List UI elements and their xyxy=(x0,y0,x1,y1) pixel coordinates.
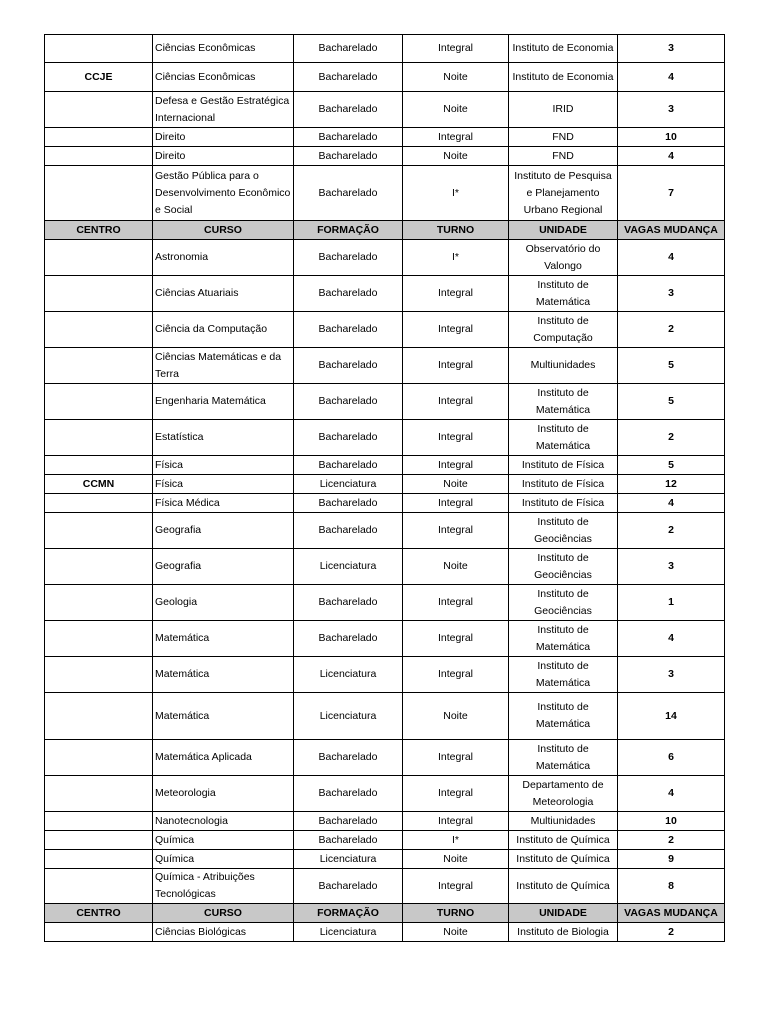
cell-turno: Integral xyxy=(403,494,509,513)
header-unidade: UNIDADE xyxy=(509,904,618,923)
cell-centro xyxy=(45,420,153,456)
cell-formacao: Bacharelado xyxy=(294,456,403,475)
cell-centro xyxy=(45,740,153,776)
table-row xyxy=(45,35,725,63)
cell-unidade: Instituto de Biologia xyxy=(509,923,618,942)
cell-unidade: Instituto de Geociências xyxy=(509,585,618,621)
cell-formacao: Bacharelado xyxy=(294,276,403,312)
header-formacao: FORMAÇÃO xyxy=(294,221,403,240)
cell-unidade: Multiunidades xyxy=(509,812,618,831)
table-row xyxy=(45,420,725,456)
cell-centro xyxy=(45,831,153,850)
cell-centro xyxy=(45,348,153,384)
cell-curso: Química xyxy=(153,831,294,850)
cell-vagas: 7 xyxy=(618,166,725,221)
table-row xyxy=(45,776,725,812)
cell-centro xyxy=(45,494,153,513)
cell-vagas: 4 xyxy=(618,494,725,513)
cell-unidade: Instituto de Economia xyxy=(509,63,618,92)
table-row xyxy=(45,240,725,276)
cell-formacao: Licenciatura xyxy=(294,850,403,869)
cell-formacao: Bacharelado xyxy=(294,240,403,276)
cell-turno: Noite xyxy=(403,850,509,869)
cell-curso: Direito xyxy=(153,128,294,147)
cell-centro xyxy=(45,693,153,740)
cell-unidade: Instituto de Matemática xyxy=(509,657,618,693)
cell-formacao: Bacharelado xyxy=(294,312,403,348)
cell-turno: Noite xyxy=(403,63,509,92)
cell-unidade: Instituto de Matemática xyxy=(509,621,618,657)
cell-turno: Integral xyxy=(403,420,509,456)
cell-turno: Integral xyxy=(403,513,509,549)
cell-turno: I* xyxy=(403,166,509,221)
cell-unidade: FND xyxy=(509,128,618,147)
table-row xyxy=(45,621,725,657)
cell-unidade: Instituto de Economia xyxy=(509,35,618,63)
cell-centro xyxy=(45,240,153,276)
cell-unidade: Instituto de Matemática xyxy=(509,384,618,420)
cell-formacao: Licenciatura xyxy=(294,475,403,494)
cell-vagas: 5 xyxy=(618,456,725,475)
cell-formacao: Bacharelado xyxy=(294,384,403,420)
table-row xyxy=(45,740,725,776)
cell-vagas: 4 xyxy=(618,147,725,166)
cell-unidade: Instituto de Geociências xyxy=(509,549,618,585)
cell-curso: Direito xyxy=(153,147,294,166)
cell-vagas: 2 xyxy=(618,420,725,456)
cell-turno: Integral xyxy=(403,812,509,831)
cell-formacao: Licenciatura xyxy=(294,549,403,585)
cell-formacao: Bacharelado xyxy=(294,147,403,166)
cell-formacao: Licenciatura xyxy=(294,693,403,740)
cell-formacao: Licenciatura xyxy=(294,923,403,942)
cell-turno: Integral xyxy=(403,869,509,904)
cell-unidade: FND xyxy=(509,147,618,166)
cell-turno: Integral xyxy=(403,312,509,348)
cell-formacao: Bacharelado xyxy=(294,92,403,128)
cell-vagas: 4 xyxy=(618,63,725,92)
cell-turno: Noite xyxy=(403,147,509,166)
header-unidade: UNIDADE xyxy=(509,221,618,240)
cell-centro: CCJE xyxy=(45,63,153,92)
cell-vagas: 4 xyxy=(618,240,725,276)
cell-turno: Integral xyxy=(403,740,509,776)
header-centro: CENTRO xyxy=(45,221,153,240)
cell-vagas: 4 xyxy=(618,776,725,812)
cell-centro xyxy=(45,812,153,831)
cell-curso: Química - Atribuições Tecnológicas xyxy=(153,869,294,904)
cell-formacao: Licenciatura xyxy=(294,657,403,693)
cell-unidade: Instituto de Pesquisa e Planejamento Urbano Regional xyxy=(509,166,618,221)
cell-centro xyxy=(45,456,153,475)
cell-formacao: Bacharelado xyxy=(294,621,403,657)
cell-curso: Química xyxy=(153,850,294,869)
cell-curso: Física xyxy=(153,475,294,494)
cell-curso: Geografia xyxy=(153,549,294,585)
table-row xyxy=(45,92,725,128)
cell-unidade: Instituto de Química xyxy=(509,831,618,850)
cell-curso: Ciências Matemáticas e da Terra xyxy=(153,348,294,384)
table-row xyxy=(45,147,725,166)
cell-turno: Integral xyxy=(403,456,509,475)
table-row xyxy=(45,384,725,420)
table-header-row xyxy=(45,221,725,240)
cell-vagas: 3 xyxy=(618,657,725,693)
cell-turno: I* xyxy=(403,831,509,850)
cell-vagas: 5 xyxy=(618,348,725,384)
cell-centro xyxy=(45,621,153,657)
cell-unidade: Observatório do Valongo xyxy=(509,240,618,276)
table-row xyxy=(45,549,725,585)
table-row xyxy=(45,494,725,513)
cell-curso: Física Médica xyxy=(153,494,294,513)
cell-curso: Geologia xyxy=(153,585,294,621)
table-row xyxy=(45,869,725,904)
cell-unidade: Instituto de Matemática xyxy=(509,740,618,776)
cell-unidade: Instituto de Matemática xyxy=(509,276,618,312)
header-turno: TURNO xyxy=(403,221,509,240)
table-row xyxy=(45,850,725,869)
cell-curso: Geografia xyxy=(153,513,294,549)
cell-turno: Integral xyxy=(403,657,509,693)
cell-centro xyxy=(45,923,153,942)
cell-centro xyxy=(45,657,153,693)
cell-formacao: Bacharelado xyxy=(294,740,403,776)
table-row xyxy=(45,693,725,740)
cell-formacao: Bacharelado xyxy=(294,63,403,92)
cell-vagas: 2 xyxy=(618,312,725,348)
table-row xyxy=(45,923,725,942)
table-row xyxy=(45,812,725,831)
cell-centro xyxy=(45,384,153,420)
cell-unidade: Instituto de Física xyxy=(509,494,618,513)
cell-unidade: Instituto de Matemática xyxy=(509,693,618,740)
cell-formacao: Bacharelado xyxy=(294,348,403,384)
cell-turno: Noite xyxy=(403,549,509,585)
cell-formacao: Bacharelado xyxy=(294,128,403,147)
header-vagas: VAGAS MUDANÇA xyxy=(618,221,725,240)
cell-vagas: 4 xyxy=(618,621,725,657)
cell-formacao: Bacharelado xyxy=(294,166,403,221)
cell-vagas: 3 xyxy=(618,92,725,128)
cell-vagas: 8 xyxy=(618,869,725,904)
cell-unidade: IRID xyxy=(509,92,618,128)
cell-centro xyxy=(45,92,153,128)
cell-turno: Integral xyxy=(403,384,509,420)
cell-vagas: 2 xyxy=(618,831,725,850)
cell-formacao: Bacharelado xyxy=(294,831,403,850)
header-curso: CURSO xyxy=(153,904,294,923)
cell-curso: Ciências Econômicas xyxy=(153,63,294,92)
cell-formacao: Bacharelado xyxy=(294,420,403,456)
cell-curso: Matemática xyxy=(153,621,294,657)
cell-turno: Integral xyxy=(403,621,509,657)
cell-formacao: Bacharelado xyxy=(294,35,403,63)
table-row xyxy=(45,475,725,494)
cell-vagas: 9 xyxy=(618,850,725,869)
cell-unidade: Instituto de Química xyxy=(509,869,618,904)
table-header-row xyxy=(45,904,725,923)
cell-centro xyxy=(45,585,153,621)
cell-curso: Defesa e Gestão Estratégica Internacional xyxy=(153,92,294,128)
cell-turno: Noite xyxy=(403,92,509,128)
cell-unidade: Instituto de Química xyxy=(509,850,618,869)
cell-centro xyxy=(45,35,153,63)
table-row xyxy=(45,128,725,147)
cell-vagas: 14 xyxy=(618,693,725,740)
cell-formacao: Bacharelado xyxy=(294,869,403,904)
cell-centro xyxy=(45,128,153,147)
cell-curso: Ciências Atuariais xyxy=(153,276,294,312)
cell-curso: Matemática xyxy=(153,657,294,693)
cell-unidade: Multiunidades xyxy=(509,348,618,384)
table-row xyxy=(45,276,725,312)
cell-centro xyxy=(45,276,153,312)
vagas-table xyxy=(44,34,725,942)
cell-turno: Noite xyxy=(403,475,509,494)
cell-vagas: 10 xyxy=(618,128,725,147)
cell-formacao: Bacharelado xyxy=(294,776,403,812)
cell-vagas: 1 xyxy=(618,585,725,621)
cell-curso: Nanotecnologia xyxy=(153,812,294,831)
table-row xyxy=(45,456,725,475)
cell-turno: Integral xyxy=(403,276,509,312)
cell-centro xyxy=(45,850,153,869)
header-turno: TURNO xyxy=(403,904,509,923)
cell-turno: Integral xyxy=(403,35,509,63)
table-row xyxy=(45,348,725,384)
cell-unidade: Departamento de Meteorologia xyxy=(509,776,618,812)
table-row xyxy=(45,166,725,221)
cell-centro xyxy=(45,312,153,348)
cell-vagas: 12 xyxy=(618,475,725,494)
cell-curso: Matemática xyxy=(153,693,294,740)
cell-centro xyxy=(45,513,153,549)
cell-turno: Integral xyxy=(403,128,509,147)
cell-vagas: 3 xyxy=(618,549,725,585)
cell-curso: Física xyxy=(153,456,294,475)
cell-turno: Integral xyxy=(403,585,509,621)
cell-vagas: 10 xyxy=(618,812,725,831)
cell-turno: Noite xyxy=(403,923,509,942)
cell-centro xyxy=(45,549,153,585)
table-row xyxy=(45,585,725,621)
table-row xyxy=(45,831,725,850)
header-vagas: VAGAS MUDANÇA xyxy=(618,904,725,923)
header-formacao: FORMAÇÃO xyxy=(294,904,403,923)
cell-unidade: Instituto de Geociências xyxy=(509,513,618,549)
cell-vagas: 5 xyxy=(618,384,725,420)
vagas-table-body xyxy=(45,35,725,942)
cell-vagas: 6 xyxy=(618,740,725,776)
cell-curso: Meteorologia xyxy=(153,776,294,812)
cell-vagas: 2 xyxy=(618,513,725,549)
cell-centro: CCMN xyxy=(45,475,153,494)
cell-curso: Ciência da Computação xyxy=(153,312,294,348)
cell-unidade: Instituto de Física xyxy=(509,456,618,475)
header-centro: CENTRO xyxy=(45,904,153,923)
cell-centro xyxy=(45,869,153,904)
cell-formacao: Bacharelado xyxy=(294,494,403,513)
cell-centro xyxy=(45,147,153,166)
cell-turno: Integral xyxy=(403,776,509,812)
cell-curso: Ciências Biológicas xyxy=(153,923,294,942)
cell-curso: Astronomia xyxy=(153,240,294,276)
cell-formacao: Bacharelado xyxy=(294,812,403,831)
table-row xyxy=(45,63,725,92)
cell-centro xyxy=(45,776,153,812)
cell-curso: Ciências Econômicas xyxy=(153,35,294,63)
cell-formacao: Bacharelado xyxy=(294,585,403,621)
table-row xyxy=(45,513,725,549)
cell-curso: Matemática Aplicada xyxy=(153,740,294,776)
cell-curso: Gestão Pública para o Desenvolvimento Econômico e Social xyxy=(153,166,294,221)
table-row xyxy=(45,657,725,693)
cell-curso: Engenharia Matemática xyxy=(153,384,294,420)
cell-unidade: Instituto de Matemática xyxy=(509,420,618,456)
cell-centro xyxy=(45,166,153,221)
table-row xyxy=(45,312,725,348)
cell-turno: Noite xyxy=(403,693,509,740)
header-curso: CURSO xyxy=(153,221,294,240)
cell-vagas: 2 xyxy=(618,923,725,942)
cell-turno: Integral xyxy=(403,348,509,384)
cell-unidade: Instituto de Computação xyxy=(509,312,618,348)
cell-vagas: 3 xyxy=(618,276,725,312)
cell-vagas: 3 xyxy=(618,35,725,63)
cell-curso: Estatística xyxy=(153,420,294,456)
cell-formacao: Bacharelado xyxy=(294,513,403,549)
cell-turno: I* xyxy=(403,240,509,276)
cell-unidade: Instituto de Física xyxy=(509,475,618,494)
